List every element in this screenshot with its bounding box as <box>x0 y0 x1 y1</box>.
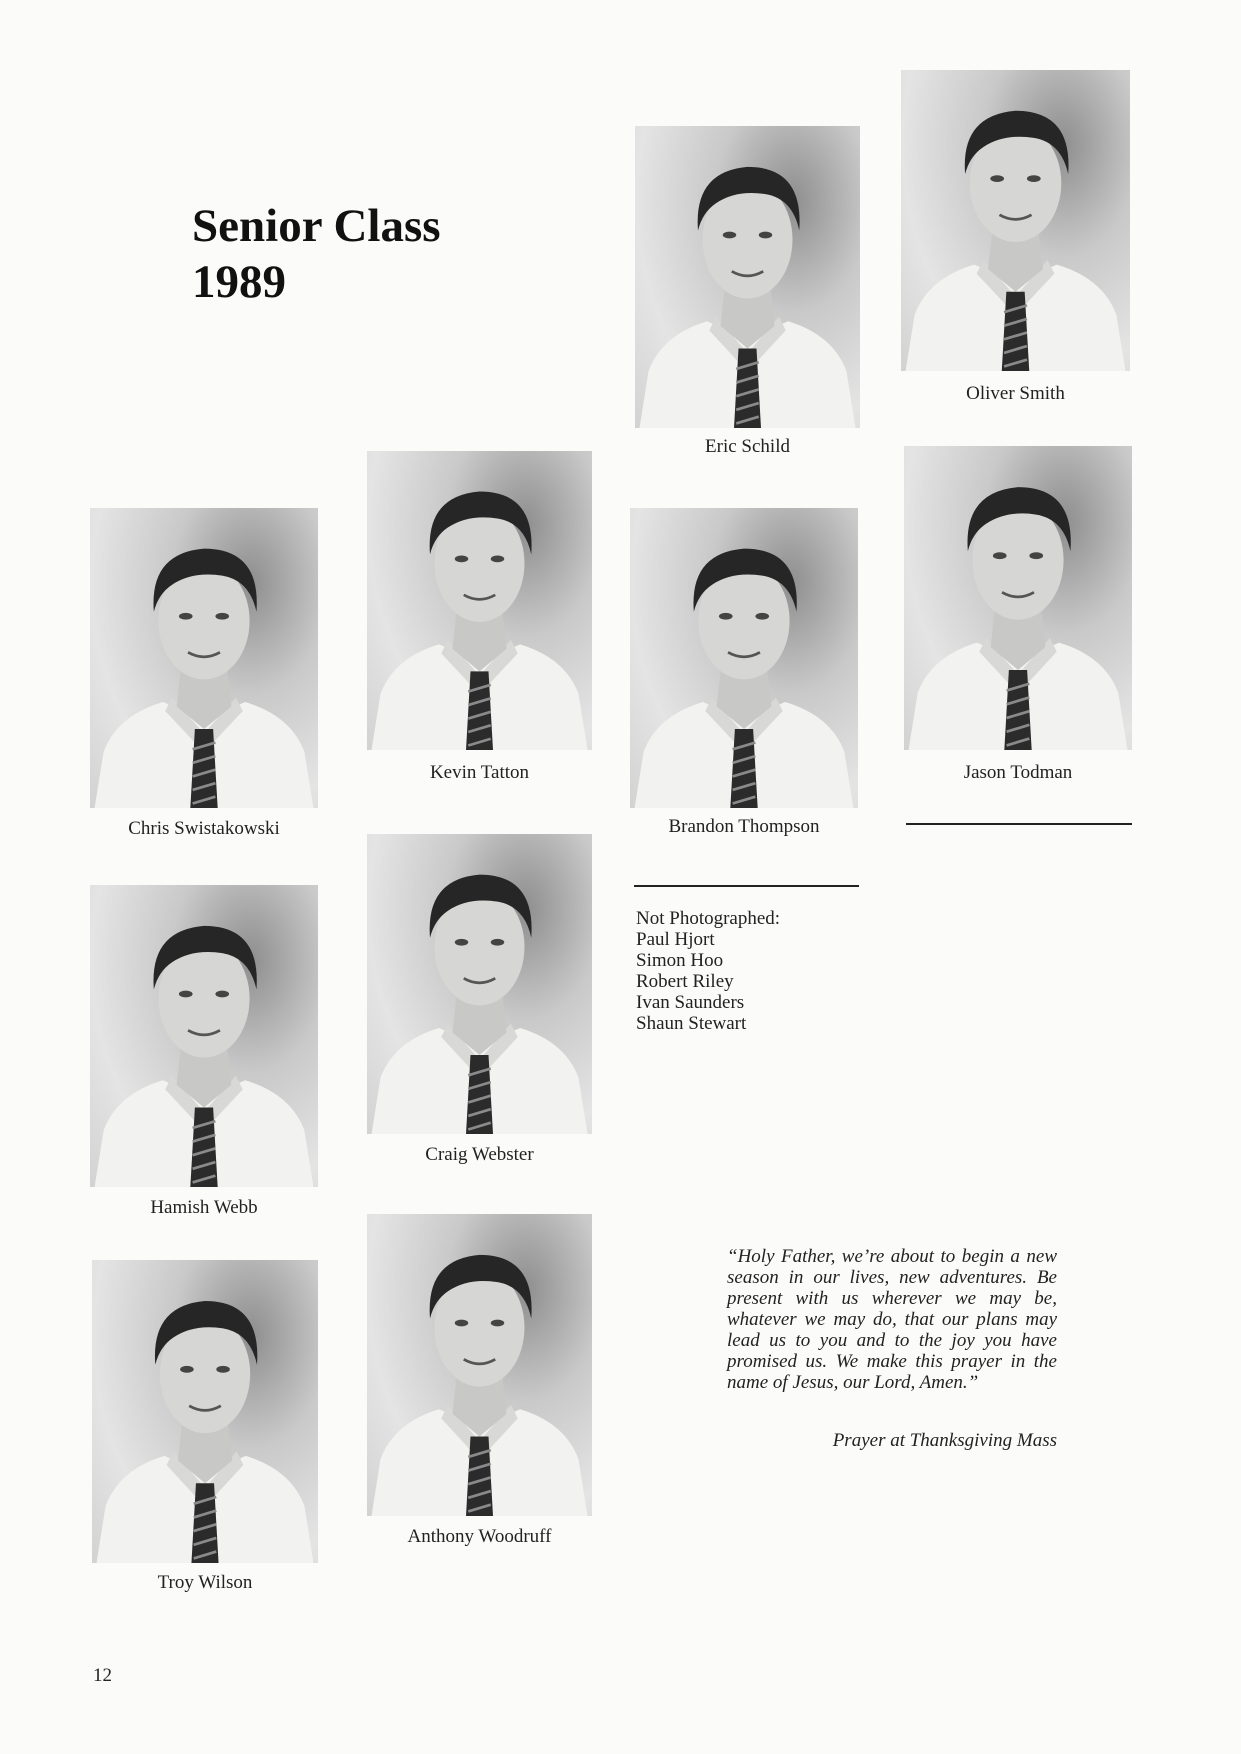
portrait-craig-webster <box>367 834 592 1134</box>
portrait-oliver-smith <box>901 70 1130 371</box>
caption-troy-wilson: Troy Wilson <box>157 1572 253 1593</box>
caption-chris-swistakowski: Chris Swistakowski <box>128 818 280 839</box>
portrait-anthony-woodruff <box>367 1214 592 1516</box>
left-eye <box>180 1366 194 1373</box>
left-eye <box>455 1320 469 1327</box>
caption-eric-schild: Eric Schild <box>705 436 790 457</box>
portrait-hamish-webb <box>90 885 318 1187</box>
portrait-silhouette <box>901 70 1130 371</box>
right-eye <box>491 556 505 563</box>
left-eye <box>990 175 1004 182</box>
right-eye <box>755 613 769 620</box>
portrait-jason-todman <box>904 446 1132 750</box>
portrait-silhouette <box>367 834 592 1134</box>
portrait-silhouette <box>90 885 318 1187</box>
list-item: Simon Hoo <box>636 950 724 971</box>
right-eye <box>759 232 773 239</box>
portrait-troy-wilson <box>92 1260 318 1563</box>
left-eye <box>179 613 193 620</box>
caption-anthony-woodruff: Anthony Woodruff <box>407 1526 552 1547</box>
portrait-silhouette <box>92 1260 318 1563</box>
title-line-1: Senior Class <box>192 200 441 252</box>
divider-not-photographed <box>634 885 859 887</box>
page-title <box>192 198 441 310</box>
left-eye <box>719 613 733 620</box>
not-photographed-list <box>636 908 780 1034</box>
left-eye <box>455 556 469 563</box>
not-photographed-heading: Not Photographed: <box>636 908 781 929</box>
caption-brandon-thompson: Brandon Thompson <box>668 816 820 837</box>
portrait-silhouette <box>635 126 860 428</box>
portrait-brandon-thompson <box>630 508 858 808</box>
right-eye <box>1027 175 1041 182</box>
prayer-text: “Holy Father, we’re about to begin a new season in our lives, new adventures. Be present with us wherever we may be, whatever we may do, that our plans may lead us to you and to the joy you have promised us. We make this prayer in the name of Jesus, our Lord, Amen.” <box>727 1246 1057 1393</box>
caption-kevin-tatton: Kevin Tatton <box>429 762 530 783</box>
portrait-silhouette <box>90 508 318 808</box>
portrait-silhouette <box>630 508 858 808</box>
left-eye <box>455 939 469 946</box>
left-eye <box>723 232 737 239</box>
left-eye <box>993 552 1007 559</box>
portrait-silhouette <box>367 1214 592 1516</box>
list-item: Robert Riley <box>636 971 734 992</box>
right-eye <box>491 939 505 946</box>
right-eye <box>491 1320 505 1327</box>
prayer-source: Prayer at Thanksgiving Mass <box>832 1430 1057 1451</box>
left-eye <box>179 991 193 998</box>
page-number: 12 <box>93 1665 112 1686</box>
right-eye <box>216 1366 230 1373</box>
caption-craig-webster: Craig Webster <box>425 1144 534 1165</box>
caption-hamish-webb: Hamish Webb <box>150 1197 258 1218</box>
list-item: Shaun Stewart <box>636 1013 747 1034</box>
portrait-chris-swistakowski <box>90 508 318 808</box>
right-eye <box>215 613 229 620</box>
portrait-kevin-tatton <box>367 451 592 750</box>
right-eye <box>215 991 229 998</box>
caption-oliver-smith: Oliver Smith <box>966 383 1065 404</box>
right-eye <box>1029 552 1043 559</box>
portrait-eric-schild <box>635 126 860 428</box>
caption-jason-todman: Jason Todman <box>963 762 1073 783</box>
list-item: Ivan Saunders <box>636 992 745 1013</box>
portrait-silhouette <box>904 446 1132 750</box>
divider-right <box>906 823 1132 825</box>
list-item: Paul Hjort <box>636 929 715 950</box>
portrait-silhouette <box>367 451 592 750</box>
title-line-2: 1989 <box>192 256 286 308</box>
